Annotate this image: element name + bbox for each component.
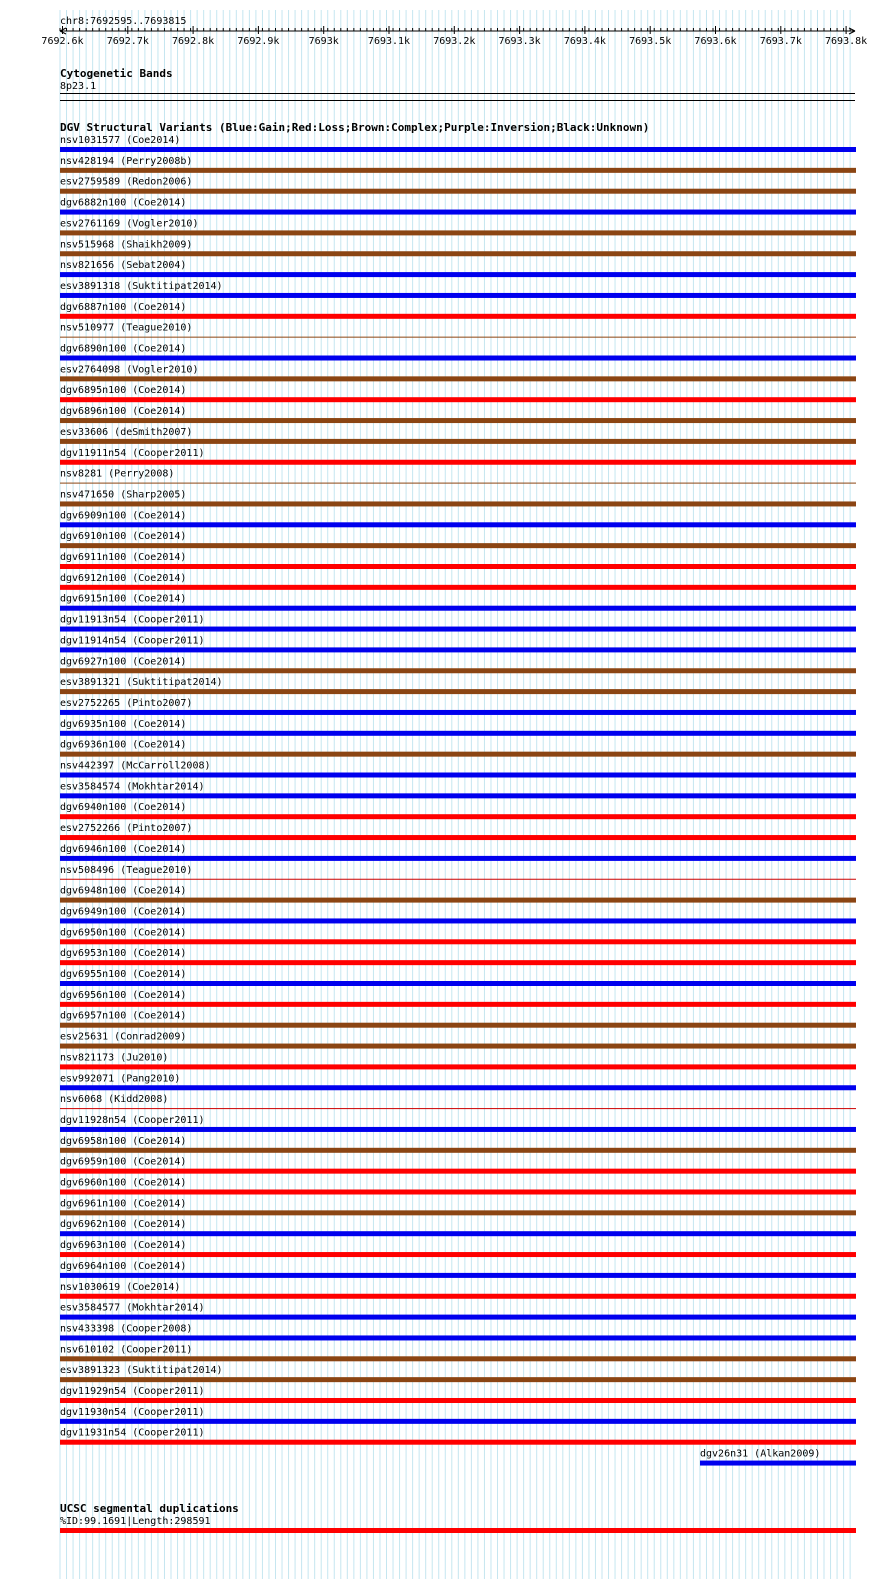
dgv-feature-bar[interactable] — [60, 960, 856, 965]
ruler-track — [41, 16, 867, 47]
dgv-feature-bar[interactable] — [60, 1440, 856, 1445]
dgv-feature-bar[interactable] — [60, 147, 856, 152]
dgv-feature-bar[interactable] — [60, 689, 856, 694]
dgv-feature-bar[interactable] — [60, 1335, 856, 1340]
dgv-feature-bar[interactable] — [60, 376, 856, 381]
dgv-feature-bar[interactable] — [60, 981, 856, 986]
dgv-feature-label: dgv11913n54 (Cooper2011) — [60, 614, 205, 626]
dgv-feature-label: dgv11914n54 (Cooper2011) — [60, 635, 205, 647]
dgv-feature-bar[interactable] — [60, 1085, 856, 1090]
dgv-feature-label: esv2752265 (Pinto2007) — [60, 697, 193, 709]
dgv-feature-bar[interactable] — [60, 835, 856, 840]
dgv-feature-bar[interactable] — [60, 522, 856, 527]
dgv-feature-label: esv33606 (deSmith2007) — [60, 426, 193, 438]
dgv-feature-bar[interactable] — [60, 168, 856, 173]
ruler-tick-label: 7693.4k — [563, 36, 606, 47]
dgv-feature-bar[interactable] — [60, 483, 856, 484]
dgv-feature-label: dgv6909n100 (Coe2014) — [60, 510, 187, 522]
dgv-feature-label: dgv6940n100 (Coe2014) — [60, 802, 187, 814]
dgv-feature-label: esv25631 (Conrad2009) — [60, 1031, 187, 1043]
dgv-feature-bar[interactable] — [60, 397, 856, 402]
dgv-feature-bar[interactable] — [60, 1064, 856, 1069]
dgv-feature-label: dgv6953n100 (Coe2014) — [60, 948, 187, 960]
segdup-feature-label: %ID:99.1691|Length:298591 — [60, 1516, 211, 1527]
dgv-feature-bar[interactable] — [60, 1231, 856, 1236]
dgv-feature-bar[interactable] — [60, 752, 856, 757]
dgv-feature-label: dgv6912n100 (Coe2014) — [60, 572, 187, 584]
dgv-feature-bar[interactable] — [60, 773, 856, 778]
dgv-feature-label: dgv6936n100 (Coe2014) — [60, 739, 187, 751]
dgv-feature-bar[interactable] — [60, 1315, 856, 1320]
dgv-feature-bar[interactable] — [60, 731, 856, 736]
dgv-feature-label: dgv6959n100 (Coe2014) — [60, 1156, 187, 1168]
ruler-tick-label: 7693.3k — [498, 36, 541, 47]
dgv-feature-label: nsv821656 (Sebat2004) — [60, 260, 187, 272]
dgv-feature-bar[interactable] — [60, 230, 856, 235]
dgv-feature-label: nsv442397 (McCarroll2008) — [60, 760, 211, 772]
dgv-feature-label: dgv6882n100 (Coe2014) — [60, 197, 187, 209]
dgv-feature-label: esv3584574 (Mokhtar2014) — [60, 781, 205, 793]
dgv-feature-bar[interactable] — [60, 1398, 856, 1403]
ruler-tick-label: 7692.6k — [41, 36, 84, 47]
dgv-feature-label: dgv6935n100 (Coe2014) — [60, 718, 187, 730]
dgv-feature-label: nsv610102 (Cooper2011) — [60, 1344, 193, 1356]
ruler-tick-label: 7692.9k — [237, 36, 280, 47]
ruler-tick-label: 7693.1k — [367, 36, 411, 47]
dgv-feature-bar[interactable] — [60, 543, 856, 548]
dgv-feature-bar[interactable] — [60, 647, 856, 652]
dgv-feature-bar[interactable] — [60, 1148, 856, 1153]
dgv-feature-label: esv3891323 (Suktitipat2014) — [60, 1365, 223, 1377]
dgv-feature-bar[interactable] — [60, 627, 856, 632]
dgv-feature-label: esv992071 (Pang2010) — [60, 1073, 181, 1085]
dgv-feature-bar[interactable] — [60, 918, 856, 923]
dgv-feature-label: nsv8281 (Perry2008) — [60, 468, 175, 480]
dgv-feature-label: esv3584577 (Mokhtar2014) — [60, 1302, 205, 1314]
dgv-feature-bar[interactable] — [60, 668, 856, 673]
cytoband-label: 8p23.1 — [60, 81, 97, 92]
dgv-feature-bar[interactable] — [60, 1044, 856, 1049]
dgv-feature-label: dgv6957n100 (Coe2014) — [60, 1010, 187, 1022]
dgv-feature-label: esv2764098 (Vogler2010) — [60, 364, 199, 376]
cytoband-track-title: Cytogenetic Bands — [60, 67, 173, 80]
dgv-feature-label: dgv11930n54 (Cooper2011) — [60, 1406, 205, 1418]
dgv-feature-label: dgv6948n100 (Coe2014) — [60, 885, 187, 897]
ruler-tick-label: 7693.7k — [759, 36, 802, 47]
segdup-feature-bar[interactable] — [60, 1528, 856, 1533]
dgv-feature-label: dgv6911n100 (Coe2014) — [60, 552, 187, 563]
dgv-feature-bar[interactable] — [60, 814, 856, 819]
dgv-feature-label: dgv6950n100 (Coe2014) — [60, 927, 187, 939]
dgv-feature-label: dgv26n31 (Alkan2009) — [700, 1448, 821, 1460]
dgv-feature-label: esv2759589 (Redon2006) — [60, 176, 193, 188]
ruler-tick-label: 7693k — [308, 36, 339, 47]
dgv-feature-label: dgv6910n100 (Coe2014) — [60, 531, 187, 543]
dgv-track-title: DGV Structural Variants (Blue:Gain;Red:Loss;Brown:Complex;Purple:Inversion;Black:Unknown) — [60, 121, 650, 134]
dgv-feature-label: nsv428194 (Perry2008b) — [60, 155, 193, 167]
dgv-feature-bar[interactable] — [60, 1377, 856, 1382]
dgv-feature-label: dgv11928n54 (Cooper2011) — [60, 1114, 205, 1126]
dgv-feature-bar[interactable] — [60, 1190, 856, 1195]
dgv-feature-bar[interactable] — [60, 1169, 856, 1174]
dgv-feature-label: dgv6956n100 (Coe2014) — [60, 989, 187, 1001]
ruler-major-ticks — [41, 26, 867, 47]
dgv-feature-label: nsv510977 (Teague2010) — [60, 322, 193, 334]
position-label: chr8:7692595..7693815 — [60, 16, 187, 27]
dgv-feature[interactable] — [700, 1449, 856, 1466]
dgv-feature-bar[interactable] — [60, 418, 856, 423]
dgv-feature-bar[interactable] — [60, 1023, 856, 1028]
dgv-feature-label: dgv6961n100 (Coe2014) — [60, 1198, 187, 1210]
dgv-feature-bar[interactable] — [60, 856, 856, 861]
ruler-tick-label: 7693.8k — [825, 36, 868, 47]
dgv-feature-bar[interactable] — [60, 439, 856, 444]
dgv-feature-bar[interactable] — [60, 1252, 856, 1257]
dgv-feature-label: esv2761169 (Vogler2010) — [60, 218, 199, 230]
dgv-feature-bar[interactable] — [60, 356, 856, 361]
dgv-feature-label: dgv6915n100 (Coe2014) — [60, 593, 187, 605]
dgv-feature-label: nsv515968 (Shaikh2009) — [60, 239, 193, 251]
dgv-feature-bar[interactable] — [60, 564, 856, 569]
dgv-feature-bar[interactable] — [60, 1356, 856, 1361]
dgv-feature-bar[interactable] — [60, 1210, 856, 1215]
dgv-feature-bar[interactable] — [60, 210, 856, 215]
dgv-feature-bar[interactable] — [60, 1108, 856, 1109]
dgv-feature-label: dgv6962n100 (Coe2014) — [60, 1219, 187, 1231]
ruler-tick-label: 7693.5k — [629, 36, 672, 47]
dgv-feature-bar[interactable] — [60, 314, 856, 319]
dgv-feature-bar[interactable] — [60, 1419, 856, 1424]
dgv-feature-label: dgv6887n100 (Coe2014) — [60, 301, 187, 313]
dgv-feature-label: dgv6949n100 (Coe2014) — [60, 906, 187, 918]
dgv-feature-bar[interactable] — [60, 898, 856, 903]
dgv-feature-label: nsv821173 (Ju2010) — [60, 1052, 169, 1064]
dgv-feature-bar[interactable] — [60, 606, 856, 611]
dgv-feature-label: dgv6955n100 (Coe2014) — [60, 969, 187, 980]
dgv-feature-bar[interactable] — [60, 293, 856, 298]
dgv-feature-bar[interactable] — [60, 272, 856, 277]
dgv-feature-label: dgv11929n54 (Cooper2011) — [60, 1386, 205, 1397]
dgv-feature-label: dgv6963n100 (Coe2014) — [60, 1240, 187, 1252]
dgv-feature-bar[interactable] — [700, 1461, 856, 1466]
dgv-feature-label: dgv6958n100 (Coe2014) — [60, 1135, 187, 1147]
dgv-feature-label: esv3891321 (Suktitipat2014) — [60, 677, 223, 689]
dgv-feature-label: dgv6960n100 (Coe2014) — [60, 1177, 187, 1189]
dgv-feature-label: dgv11931n54 (Cooper2011) — [60, 1427, 205, 1439]
dgv-feature-label: dgv11911n54 (Cooper2011) — [60, 447, 205, 459]
ruler-tick-label: 7692.7k — [106, 36, 149, 47]
dgv-feature-label: nsv1030619 (Coe2014) — [60, 1281, 181, 1293]
ruler-tick-label: 7693.2k — [433, 36, 476, 47]
dgv-feature-label: nsv6068 (Kidd2008) — [60, 1094, 169, 1106]
dgv-feature-bar[interactable] — [60, 1273, 856, 1278]
dgv-feature-label: dgv6895n100 (Coe2014) — [60, 385, 187, 397]
dgv-feature-label: dgv6964n100 (Coe2014) — [60, 1260, 187, 1272]
dgv-feature-label: dgv6927n100 (Coe2014) — [60, 656, 187, 668]
dgv-feature-label: esv2752266 (Pinto2007) — [60, 823, 193, 835]
dgv-feature-bar[interactable] — [60, 460, 856, 465]
dgv-feature-bar[interactable] — [60, 585, 856, 590]
dgv-feature-label: dgv6946n100 (Coe2014) — [60, 843, 187, 855]
dgv-feature-bar[interactable] — [60, 939, 856, 944]
cytoband-track — [60, 67, 855, 101]
dgv-feature-bar[interactable] — [60, 337, 856, 338]
dgv-feature-label: esv3891318 (Suktitipat2014) — [60, 280, 223, 292]
dgv-feature-label: nsv471650 (Sharp2005) — [60, 489, 187, 501]
dgv-feature-label: nsv508496 (Teague2010) — [60, 864, 193, 876]
dgv-feature-bar[interactable] — [60, 189, 856, 194]
dgv-feature-bar[interactable] — [60, 1002, 856, 1007]
dgv-feature-label: nsv1031577 (Coe2014) — [60, 135, 181, 146]
dgv-feature-bar[interactable] — [60, 879, 856, 880]
dgv-feature-bar[interactable] — [60, 1127, 856, 1132]
dgv-feature-bar[interactable] — [60, 501, 856, 506]
dgv-feature-label: nsv433398 (Cooper2008) — [60, 1323, 193, 1335]
segdup-track-title: UCSC segmental duplications — [60, 1502, 239, 1515]
dgv-feature-bar[interactable] — [60, 1294, 856, 1299]
dgv-feature-label: dgv6890n100 (Coe2014) — [60, 343, 187, 355]
dgv-feature-bar[interactable] — [60, 793, 856, 798]
dgv-feature-bar[interactable] — [60, 251, 856, 256]
ruler-tick-label: 7692.8k — [172, 36, 215, 47]
dgv-feature-bar[interactable] — [60, 710, 856, 715]
dgv-feature-label: dgv6896n100 (Coe2014) — [60, 406, 187, 418]
ruler-tick-label: 7693.6k — [694, 36, 737, 47]
